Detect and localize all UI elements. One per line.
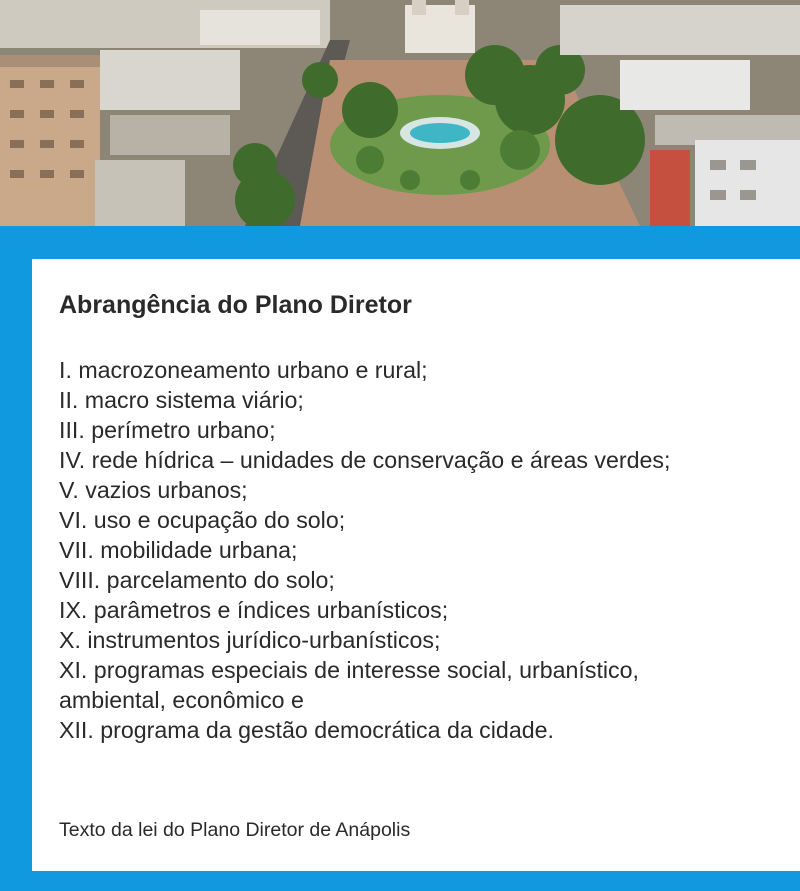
scope-list xyxy=(59,355,789,745)
list-item: V. vazios urbanos; xyxy=(59,477,248,503)
list-item: X. instrumentos jurídico-urbanísticos; xyxy=(59,627,441,653)
content-card xyxy=(32,259,800,871)
list-item: XII. programa da gestão democrática da cidade. xyxy=(59,717,554,743)
list-item: III. perímetro urbano; xyxy=(59,417,276,443)
list-item: II. macro sistema viário; xyxy=(59,387,304,413)
list-item: VI. uso e ocupação do solo; xyxy=(59,507,346,533)
aerial-photo-illustration xyxy=(0,0,800,226)
list-item: I. macrozoneamento urbano e rural; xyxy=(59,357,428,383)
source-note: Texto da lei do Plano Diretor de Anápolis xyxy=(59,819,411,841)
list-item: IX. parâmetros e índices urbanísticos; xyxy=(59,597,449,623)
page-title: Abrangência do Plano Diretor xyxy=(59,291,412,319)
list-item: IV. rede hídrica – unidades de conservação e áreas verdes; xyxy=(59,447,671,473)
aerial-city-photo xyxy=(0,0,800,226)
list-item: XI. programas especiais de interesse social, urbanístico, ambiental, econômico e xyxy=(59,657,639,713)
list-item: VII. mobilidade urbana; xyxy=(59,537,298,563)
list-item: VIII. parcelamento do solo; xyxy=(59,567,335,593)
